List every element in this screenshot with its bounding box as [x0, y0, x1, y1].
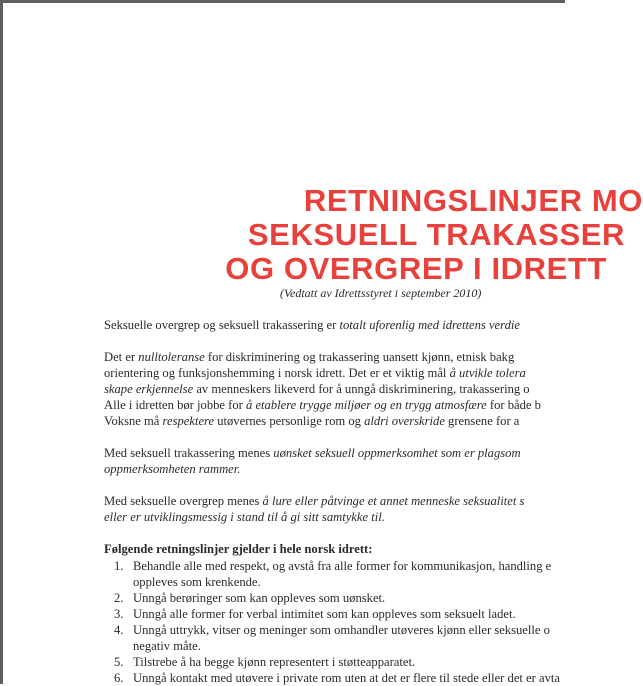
list-item-text: Unngå uttrykk, vitser og meninger som omhandler utøveres kjønn eller seksuelle o — [133, 623, 550, 637]
paragraph-line: eller er utviklingsmessig i stand til å gi sitt samtykke til. — [104, 510, 385, 524]
list-item-text: Unngå alle former for verbal intimitet som kan oppleves som seksuelt ladet. — [133, 607, 516, 621]
list-item-text: negativ måte. — [133, 639, 201, 653]
list-item — [104, 654, 624, 670]
list-item-number: 2. — [114, 591, 124, 605]
guidelines-heading: Følgende retningslinjer gjelder i hele norsk idrett: — [104, 542, 373, 556]
list-item-number: 1. — [114, 559, 124, 573]
paragraph-line: Voksne må respektere utøvernes personlige rom og aldri overskride grensene for a — [104, 414, 520, 428]
document-title — [3, 184, 643, 286]
paragraph-line: skape erkjennelse av menneskers likeverd for å unngå diskriminering, trakassering o — [104, 382, 530, 396]
paragraph-line: Det er nulltoleranse for diskriminering og trakassering uansett kjønn, etnisk bakg — [104, 350, 515, 364]
list-item — [104, 606, 624, 622]
title-line: RETNINGSLINJER MO — [303, 183, 643, 218]
list-item-text: oppleves som krenkende. — [133, 575, 261, 589]
list-item-text: Unngå kontakt med utøvere i private rom uten at det er flere til stede eller det er avta — [133, 671, 560, 685]
list-item-text: Unngå berøringer som kan oppleves som uønsket. — [133, 591, 386, 605]
intro-line: Seksuelle overgrep og seksuell trakassering er totalt uforenlig med idrettens verdie — [104, 318, 520, 332]
nulltoleranse-paragraph — [104, 349, 624, 429]
list-item — [104, 590, 624, 606]
overgrep-definition-paragraph — [104, 493, 624, 525]
paragraph-line: Med seksuell trakassering menes uønsket seksuell oppmerksomhet som er plagsom — [104, 446, 521, 460]
title-line: OG OVERGREP I IDRETT — [225, 251, 607, 286]
list-item-number: 4. — [114, 623, 124, 637]
list-item-text: Tilstrebe å ha begge kjønn representert i støtteapparatet. — [133, 655, 416, 669]
list-item — [104, 558, 624, 590]
list-item — [104, 622, 624, 654]
paragraph-line: Alle i idretten bør jobbe for å etablere trygge miljøer og en trygg atmosfære for både b — [104, 398, 541, 412]
paragraph-line: Med seksuelle overgrep menes å lure eller påtvinge et annet menneske seksualitet s — [104, 494, 525, 508]
intro-paragraph — [104, 317, 624, 333]
paragraph-line: orientering og funksjonshemming i norsk idrett. Det er et viktig mål å utvikle tolera — [104, 366, 526, 380]
list-item-number: 6. — [114, 671, 124, 685]
guidelines-list — [104, 558, 624, 686]
paragraph-line: oppmerksomheten rammer. — [104, 462, 241, 476]
list-item — [104, 670, 624, 686]
list-item-number: 5. — [114, 655, 124, 669]
list-item-text: Behandle alle med respekt, og avstå fra alle former for kommunikasjon, handling e — [133, 559, 552, 573]
document-page — [3, 3, 643, 685]
list-item-number: 3. — [114, 607, 124, 621]
title-line: SEKSUELL TRAKASSER — [247, 217, 625, 252]
document-subtitle: (Vedtatt av Idrettsstyret i september 2010) — [280, 286, 482, 300]
trakassering-definition-paragraph — [104, 445, 624, 477]
